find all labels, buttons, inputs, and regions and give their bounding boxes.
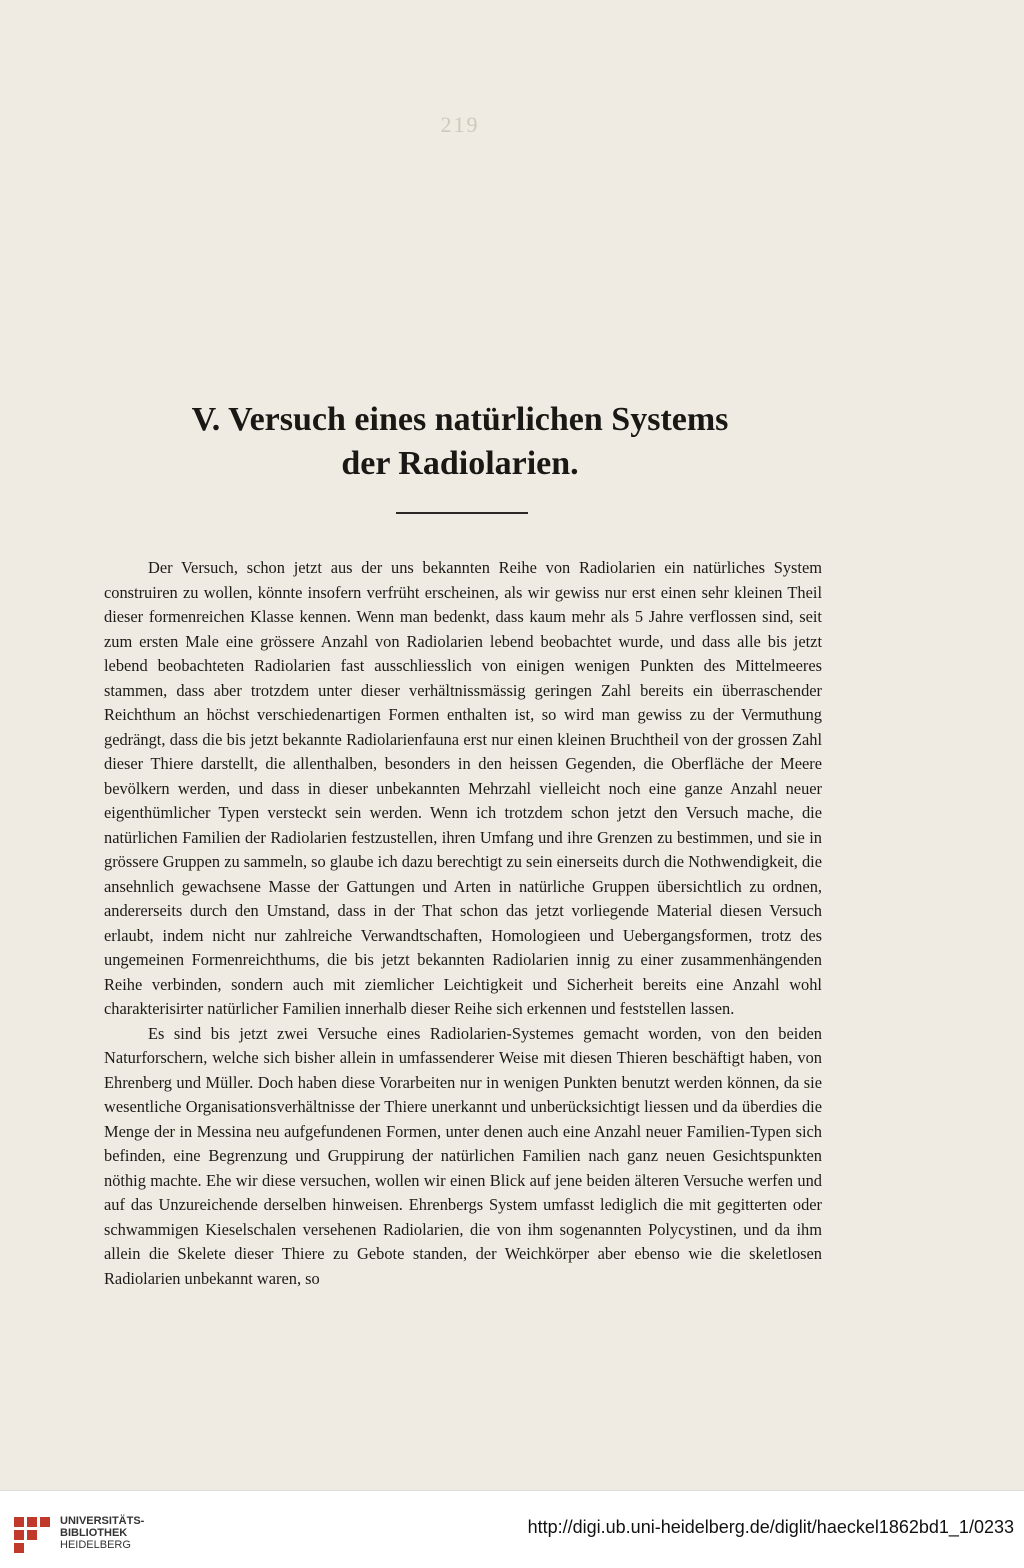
chapter-title bbox=[150, 398, 770, 486]
permalink-url[interactable]: http://digi.ub.uni-heidelberg.de/diglit/haeckel1862bd1_1/0233 bbox=[527, 1517, 1014, 1537]
footer-bar bbox=[0, 1490, 1024, 1568]
title-divider bbox=[396, 512, 528, 514]
paragraph-1: Der Versuch, schon jetzt aus der uns bekannten Reihe von Radiolarien ein natürliches System construiren zu wollen, könnte insofern verfrüht erscheinen, als wir gewiss nur erst einen sehr kleinen Theil dieser formenreichen Klasse kennen. Wenn man bedenkt, dass kaum mehr als 5 Jahre verflossen sind, seit zum ersten Male eine grössere Anzahl von Radiolarien lebend beobachtet wurde, und dass alle bis jetzt lebend beobachteten Radiolarien fast ausschliesslich von einigen wenigen Punkten des Mittelmeeres stammen, dass aber trotzdem unter dieser verhältnissmässig geringen Zahl bereits ein überraschender Reichthum an höchst verschiedenartigen Formen enthalten ist, so wird man gewiss zu der Vermuthung gedrängt, dass die bis jetzt bekannte Radiolarienfauna erst nur einen kleinen Bruchtheil von der grossen Zahl dieser Thiere darstellt, die allenthalben, besonders in den heissen Gegenden, die Oberfläche der Meere bevölkern werden, und dass in dieser unbekannten Mehrzahl vielleicht noch eine ganze Anzahl neuer eigenthümlicher Typen versteckt sein werden. Wenn ich trotzdem schon jetzt den Versuch mache, die natürlichen Familien der Radiolarien festzustellen, ihren Umfang und ihre Grenzen zu bestimmen, und sie in grössere Gruppen zu sammeln, so glaube ich dazu berechtigt zu sein einerseits durch die Nothwendigkeit, die ansehnlich gewachsene Masse der Gattungen und Arten in natürliche Gruppen übersichtlich zu ordnen, andererseits durch den Umstand, dass in der That schon das jetzt vorliegende Material diesen Versuch erlaubt, indem nicht nur zahlreiche Verwandtschaften, Homologieen und Uebergangsformen, trotz des ungemeinen Formenreichthums, die bis jetzt bekannten Radiolarien innig zu einer zusammenhängenden Reihe verbinden, sondern auch mit ziemlicher Leichtigkeit und Sicherheit bereits eine Anzahl wohl charakterisirter natürlicher Familien innerhalb dieser Reihe sich erkennen und feststellen lassen. bbox=[104, 558, 822, 1018]
chapter-title-line-2: der Radiolarien. bbox=[341, 445, 579, 482]
paragraph-2: Es sind bis jetzt zwei Versuche eines Radiolarien-Systemes gemacht worden, von den beiden Naturforschern, welche sich bisher allein in umfassenderer Weise mit diesen Thieren beschäftigt haben, von Ehrenberg und Müller. Doch haben diese Vorarbeiten nur in wenigen Punkten benutzt werden können, da sie wesentliche Organisationsverhältnisse der Thiere unerkannt und unberücksichtigt liessen und da überdies die Menge der in Messina neu aufgefundenen Formen, unter denen auch eine Anzahl neuer Familien-Typen sich befinden, eine Begrenzung und Gruppirung der natürlichen Familien nach ganz neuen Gesichtspunkten nöthig machte. Ehe wir diese versuchen, wollen wir einen Blick auf jene beiden älteren Versuche werfen und auf das Unzureichende derselben hinweisen. Ehrenbergs System umfasst lediglich die mit gegitterten oder schwammigen Kieselschalen versehenen Radiolarien, die von ihm sogenannten Polycystinen, und da ihm allein die Skelete dieser Thiere zu Gebote standen, der Weichkörper aber ebenso wie die skeletlosen Radiolarien unbekannt waren, so bbox=[104, 1023, 822, 1288]
library-name bbox=[60, 1515, 144, 1551]
library-name-line-1: UNIVERSITÄTS- bbox=[60, 1515, 145, 1527]
chapter-title-line-1: V. Versuch eines natürlichen Systems bbox=[191, 401, 729, 438]
university-library-logo-icon[interactable] bbox=[12, 1515, 52, 1555]
library-name-line-2: BIBLIOTHEK bbox=[60, 1527, 128, 1539]
page-number-bleed-through: 219 bbox=[440, 112, 480, 137]
library-name-line-3: HEIDELBERG bbox=[60, 1539, 131, 1551]
body-text bbox=[104, 556, 822, 1291]
